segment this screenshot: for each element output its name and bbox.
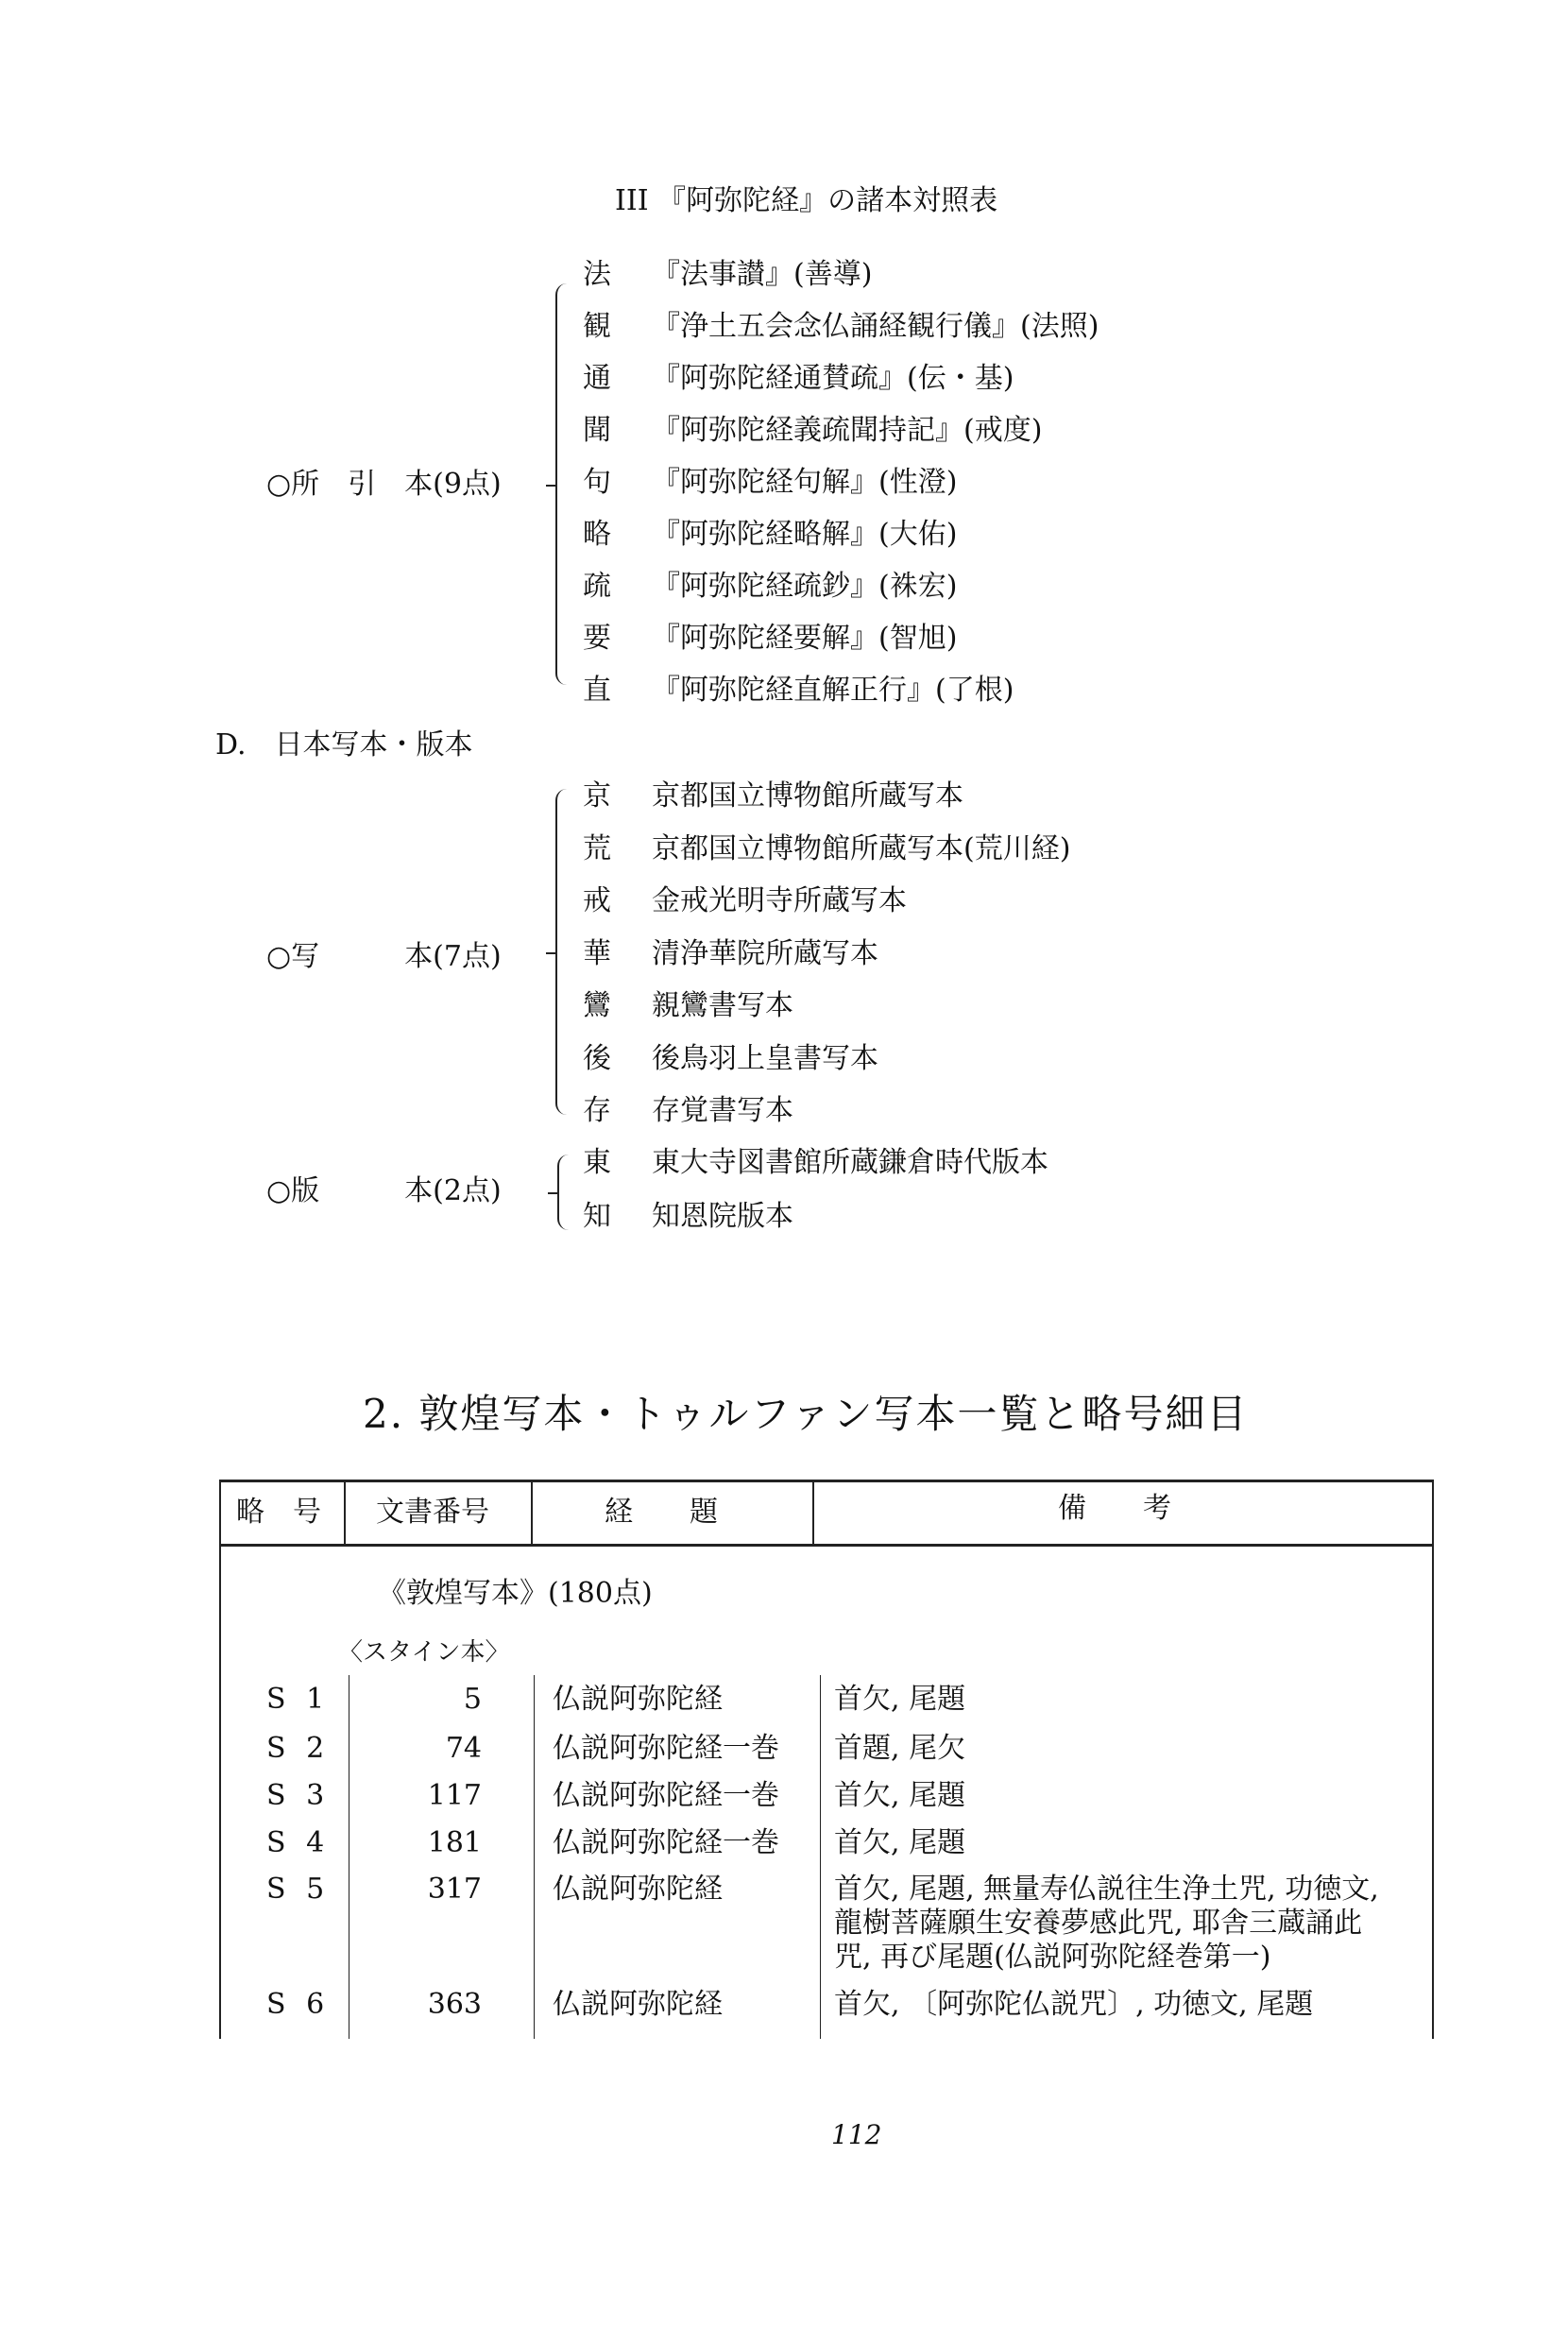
- abbreviation: 法: [583, 258, 611, 291]
- row-doc-number: 363: [427, 1988, 482, 2021]
- row-note: 咒, 再び尾題(仏説阿弥陀経巻第一): [834, 1941, 1271, 1974]
- row-code: S 6: [266, 1988, 331, 2021]
- section-title: III 『阿弥陀経』の諸本対照表: [615, 184, 998, 217]
- abbreviation: 通: [583, 362, 611, 395]
- list-item-text: 清浄華院所蔵写本: [652, 936, 878, 970]
- prints-label: ○版 本(2点): [266, 1174, 502, 1207]
- row-code: S 2: [266, 1732, 331, 1765]
- list-item-text: 京都国立博物館所蔵写本: [652, 779, 963, 813]
- abbreviation: 東: [583, 1146, 611, 1179]
- row-doc-number: 181: [427, 1826, 482, 1859]
- abbreviation: 荒: [583, 831, 611, 865]
- list-item-text: 『法事讃』(善導): [652, 258, 873, 291]
- row-title: 仏説阿弥陀経一巻: [553, 1826, 779, 1859]
- row-note: 龍樹菩薩願生安養夢感此咒, 耶舎三蔵誦此: [834, 1907, 1363, 1940]
- abbreviation: 略: [583, 518, 611, 551]
- abbreviation: 存: [583, 1094, 611, 1127]
- list-item-text: 親鸞書写本: [652, 989, 793, 1022]
- row-doc-number: 117: [427, 1779, 482, 1812]
- abbreviation: 戒: [583, 884, 611, 917]
- list-item-text: 存覚書写本: [652, 1094, 793, 1127]
- row-note: 首題, 尾欠: [834, 1732, 966, 1765]
- list-item-text: 『阿弥陀経要解』(智旭): [652, 622, 958, 655]
- row-title: 仏説阿弥陀経一巻: [553, 1779, 779, 1812]
- header-doc-number: 文書番号: [376, 1496, 489, 1529]
- row-code: S 1: [266, 1683, 331, 1716]
- brace: [555, 283, 567, 685]
- header-notes: 備 考: [1058, 1492, 1171, 1525]
- row-doc-number: 74: [445, 1732, 482, 1765]
- list-item-text: 東大寺図書館所蔵鎌倉時代版本: [652, 1146, 1048, 1179]
- row-note: 首欠, 〔阿弥陀仏説咒〕, 功徳文, 尾題: [834, 1988, 1314, 2021]
- row-title: 仏説阿弥陀経: [553, 1988, 723, 2021]
- group-label: 《敦煌写本》(180点): [378, 1577, 653, 1610]
- row-code: S 5: [266, 1873, 331, 1906]
- abbreviation: 知: [583, 1200, 611, 1233]
- list-item-text: 『阿弥陀経句解』(性澄): [652, 466, 958, 499]
- row-note: 首欠, 尾題, 無量寿仏説往生浄土咒, 功徳文,: [834, 1873, 1379, 1906]
- row-doc-number: 5: [463, 1683, 482, 1716]
- list-item-text: 『阿弥陀経義疏聞持記』(戒度): [652, 414, 1043, 447]
- abbreviation: 華: [583, 936, 611, 970]
- row-note: 首欠, 尾題: [834, 1683, 966, 1716]
- abbreviation: 直: [583, 674, 611, 707]
- abbreviation: 後: [583, 1041, 611, 1075]
- row-code: S 4: [266, 1826, 331, 1859]
- brace: [557, 1155, 569, 1230]
- row-note: 首欠, 尾題: [834, 1779, 966, 1812]
- row-code: S 3: [266, 1779, 331, 1812]
- japan-heading: D. 日本写本・版本: [215, 728, 473, 761]
- abbreviation: 疏: [583, 570, 611, 603]
- abbreviation: 句: [583, 466, 611, 499]
- list-item-text: 『阿弥陀経通賛疏』(伝・基): [652, 362, 1014, 395]
- list-item-text: 『阿弥陀経疏鈔』(袾宏): [652, 570, 958, 603]
- list-item-text: 後鳥羽上皇書写本: [652, 1041, 878, 1075]
- cited-label: ○所 引 本(9点): [266, 468, 502, 501]
- page-number: 112: [831, 2119, 882, 2150]
- abbreviation: 観: [583, 310, 611, 343]
- abbreviation: 要: [583, 622, 611, 655]
- row-title: 仏説阿弥陀経: [553, 1683, 723, 1716]
- abbreviation: 聞: [583, 414, 611, 447]
- row-title: 仏説阿弥陀経: [553, 1873, 723, 1906]
- list-item-text: 『阿弥陀経直解正行』(了根): [652, 674, 1014, 707]
- list-item-text: 京都国立博物館所蔵写本(荒川経): [652, 831, 1071, 865]
- header-code: 略 号: [236, 1496, 321, 1529]
- manuscripts-label: ○写 本(7点): [266, 940, 502, 973]
- list-item-text: 『阿弥陀経略解』(大佑): [652, 518, 958, 551]
- row-doc-number: 317: [427, 1873, 482, 1906]
- abbreviation: 京: [583, 779, 611, 813]
- list-item-text: 金戒光明寺所蔵写本: [652, 884, 907, 917]
- brace: [555, 789, 567, 1115]
- section-heading: 2. 敦煌写本・トゥルファン写本一覧と略号細目: [363, 1391, 1249, 1437]
- list-item-text: 知恩院版本: [652, 1200, 793, 1233]
- abbreviation: 鸞: [583, 989, 611, 1022]
- row-note: 首欠, 尾題: [834, 1826, 966, 1859]
- list-item-text: 『浄土五会念仏誦経観行儀』(法照): [652, 310, 1099, 343]
- row-title: 仏説阿弥陀経一巻: [553, 1732, 779, 1765]
- header-title: 経 題: [605, 1496, 718, 1529]
- subgroup-label: 〈スタイン本〉: [338, 1638, 510, 1667]
